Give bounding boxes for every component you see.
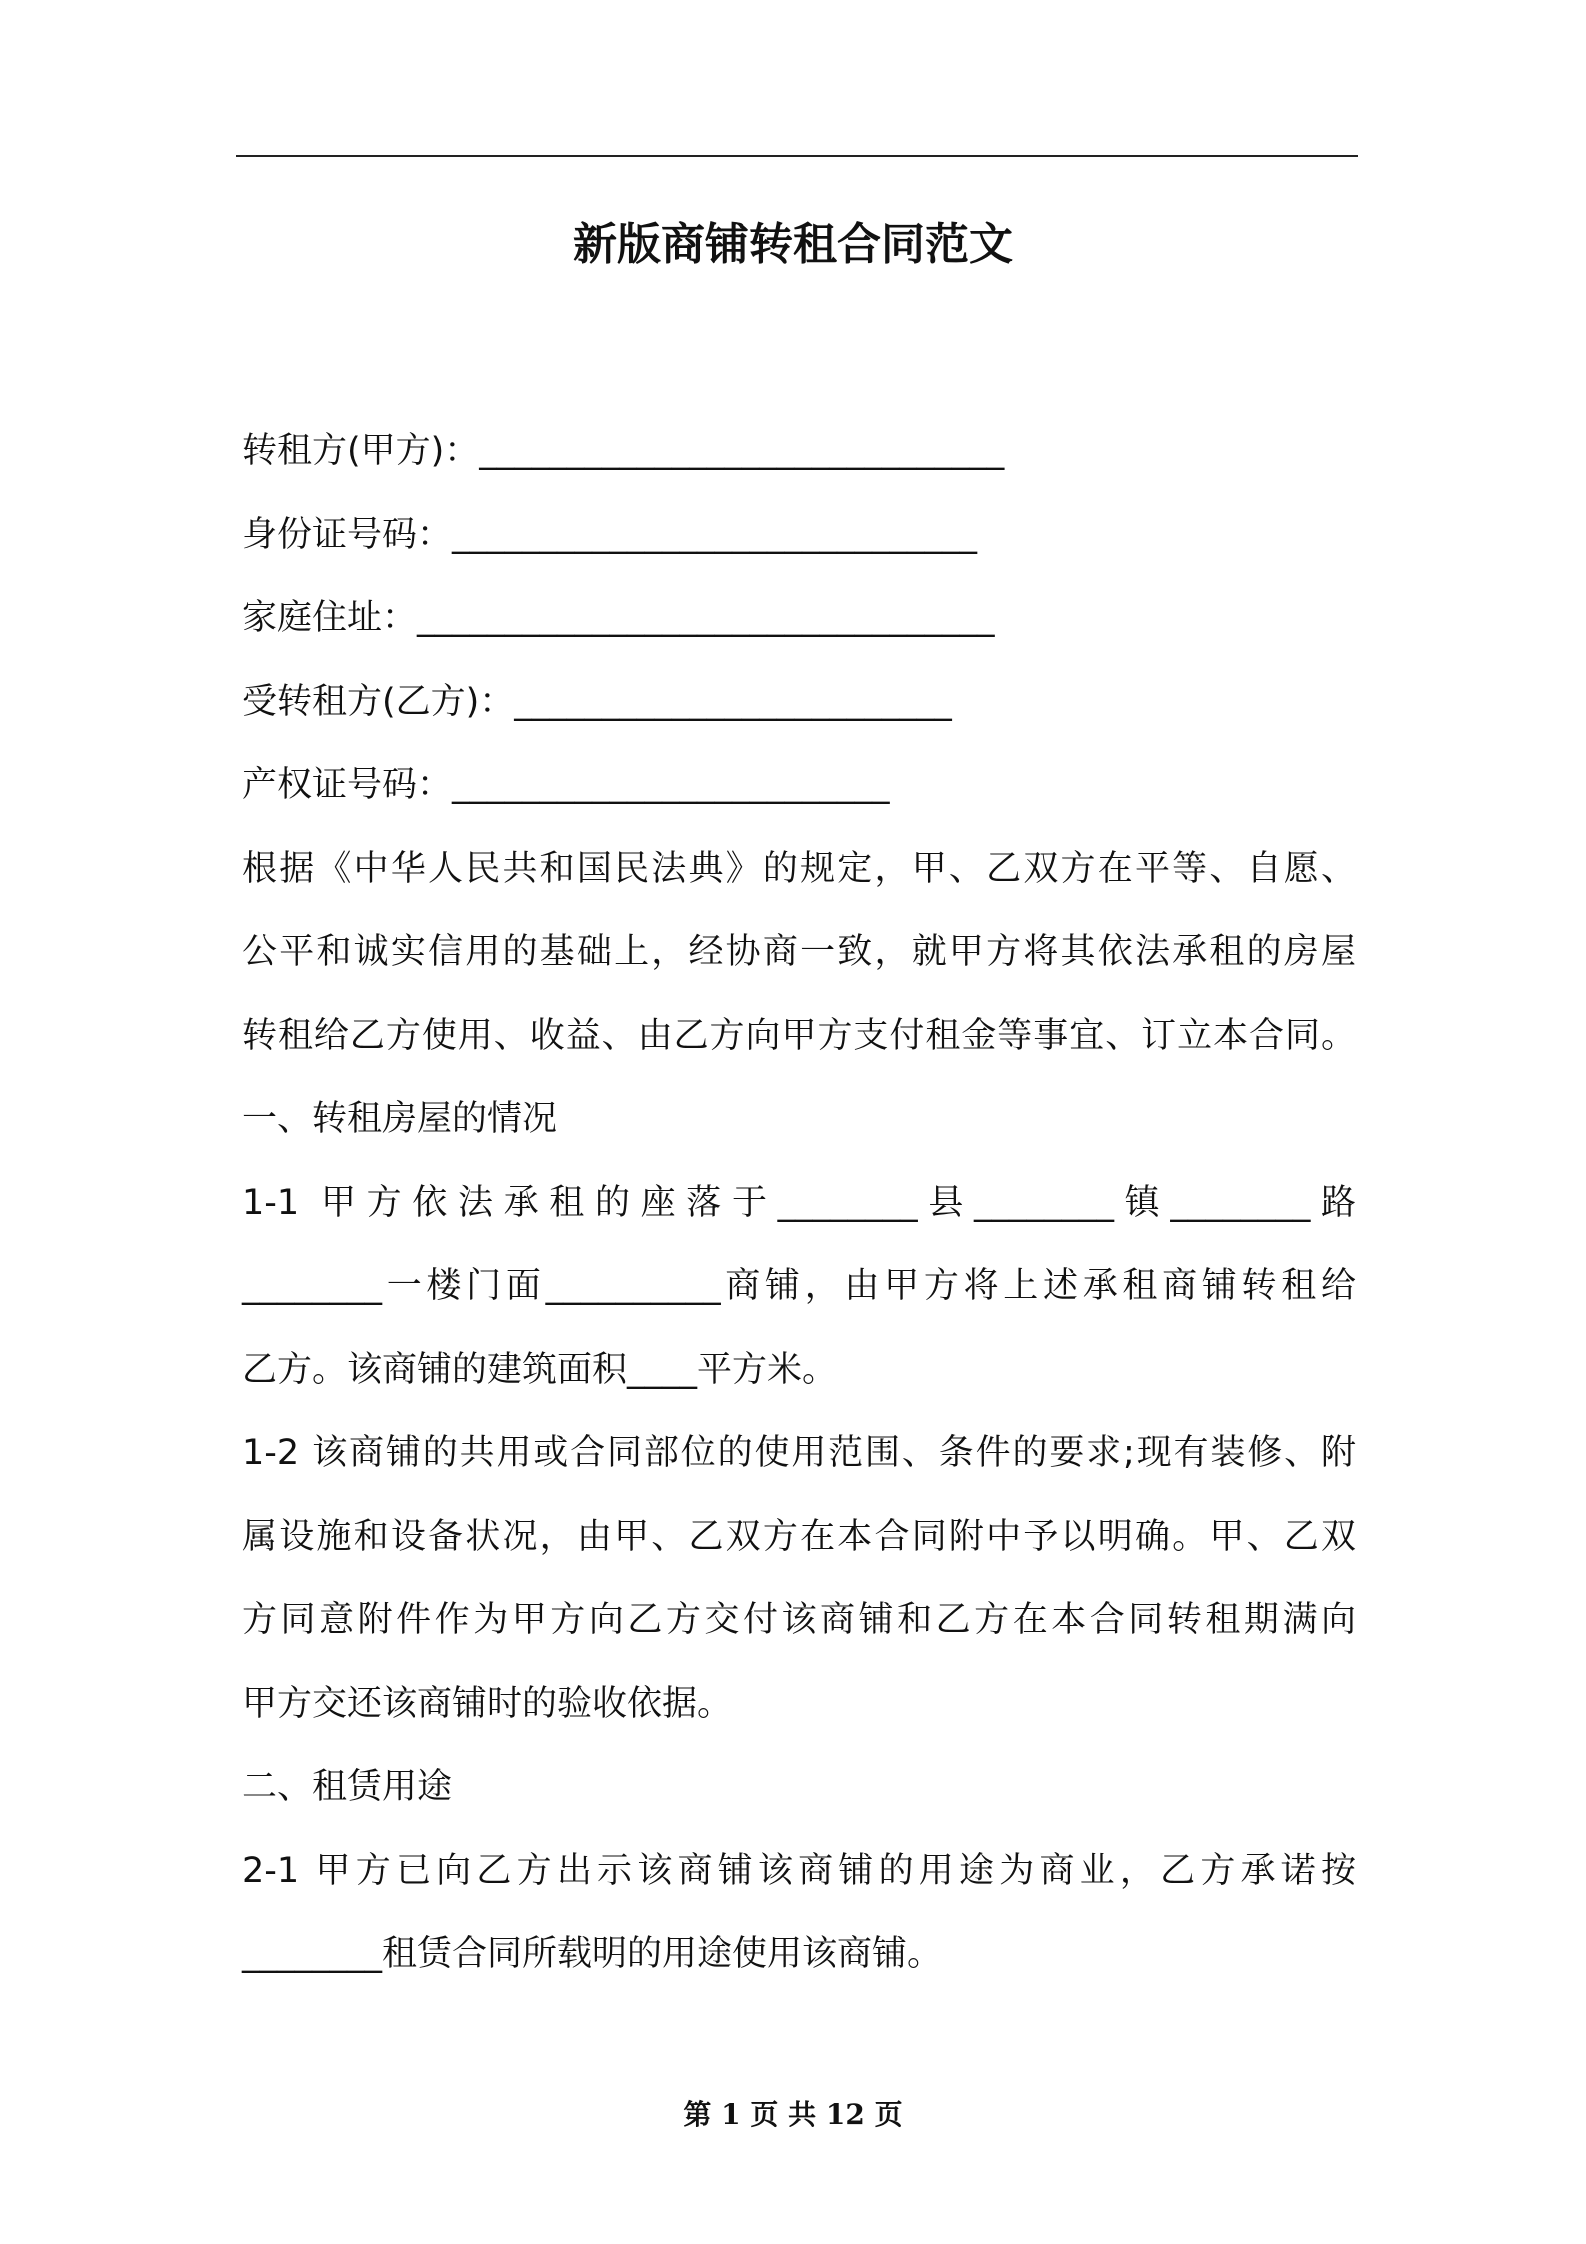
lessor-line: 转租方(甲方)：______________________________ [242, 431, 1005, 471]
paragraph-line: ________一楼门面__________商铺，由甲方将上述承租商铺转租给 [242, 1266, 1356, 1306]
page-number: 第 1 页 共 12 页 [683, 2098, 903, 2131]
property-cert-line: 产权证号码：_________________________ [242, 765, 890, 805]
id-number-line: 身份证号码：______________________________ [242, 514, 978, 555]
paragraph-line: 方同意附件作为甲方向乙方交付该商铺和乙方在本合同转租期满向 [242, 1600, 1356, 1640]
section-heading: 一、转租房屋的情况 [242, 1099, 558, 1139]
paragraph-line: 1-2 该商铺的共用或合同部位的使用范围、条件的要求;现有装修、附 [242, 1433, 1356, 1473]
paragraph-line: 转租给乙方使用、收益、由乙方向甲方支付租金等事宜、订立本合同。 [242, 1015, 1356, 1056]
paragraph-line: 乙方。该商铺的建筑面积____平方米。 [242, 1349, 838, 1390]
header-rule [236, 155, 1358, 157]
paragraph-line: ________租赁合同所载明的用途使用该商铺。 [242, 1934, 943, 1974]
section-heading: 二、租赁用途 [242, 1767, 453, 1807]
document-body [242, 410, 1356, 1997]
paragraph-line: 根据《中华人民共和国民法典》的规定，甲、乙双方在平等、自愿、 [242, 848, 1356, 889]
lessee-line: 受转租方(乙方)：_________________________ [242, 681, 952, 722]
paragraph-line: 1-1 甲方依法承租的座落于________县________镇________路 [242, 1182, 1356, 1223]
home-address-line: 家庭住址：_________________________________ [242, 598, 995, 638]
paragraph-line: 2-1 甲方已向乙方出示该商铺该商铺的用途为商业，乙方承诺按 [242, 1850, 1356, 1891]
paragraph-line: 甲方交还该商铺时的验收依据。 [242, 1683, 733, 1724]
paragraph-line: 属设施和设备状况，由甲、乙双方在本合同附中予以明确。甲、乙双 [242, 1516, 1356, 1557]
document-title: 新版商铺转租合同范文 [573, 219, 1013, 270]
paragraph-line: 公平和诚实信用的基础上，经协商一致，就甲方将其依法承租的房屋 [242, 932, 1356, 972]
